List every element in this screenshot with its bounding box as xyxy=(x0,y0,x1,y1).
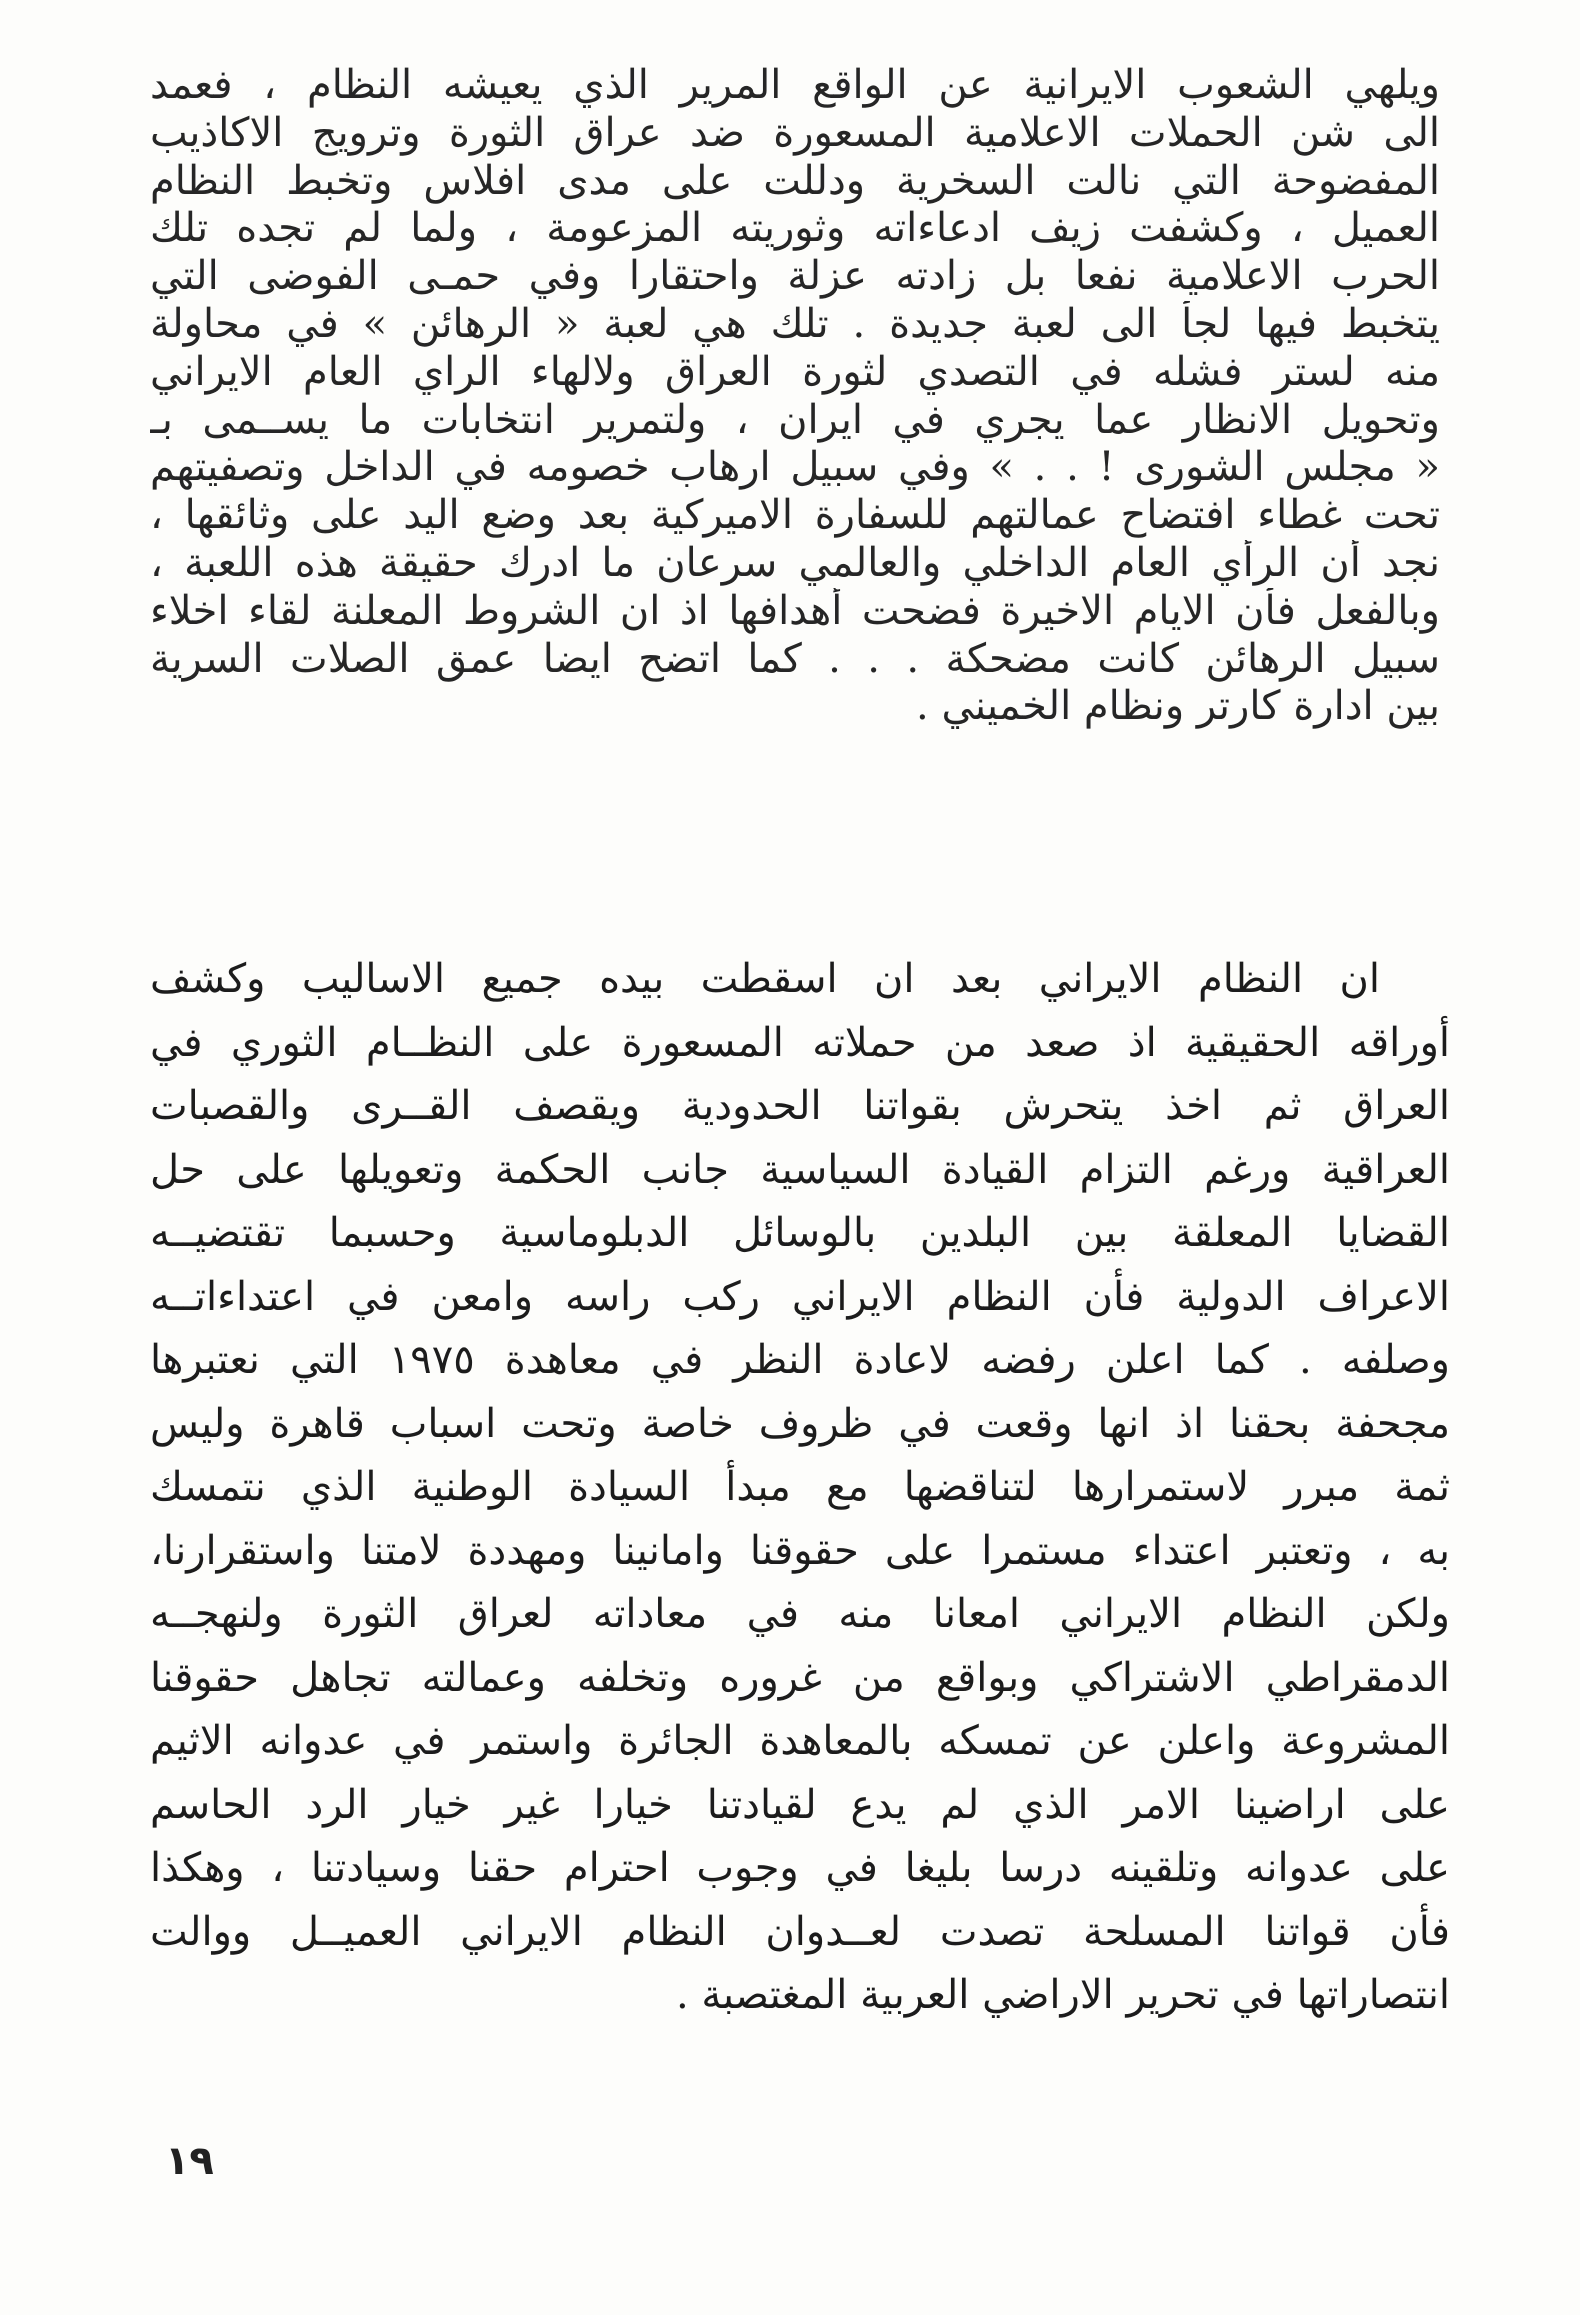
paragraph-line: المشروعة واعلن عن تمسكه بالمعاهدة الجائرة واستمر في عدوانه الاثيم xyxy=(150,1718,1450,1764)
paragraph-line: « مجلس الشورى ! . . » وفي سبيل ارهاب خصومه في الداخل وتصفيتهم xyxy=(150,444,1440,491)
paragraph-line: الى شن الحملات الاعلامية المسعورة ضد عراق الثورة وترويج الاكاذيب xyxy=(150,109,1440,156)
paragraph-line: وصلفه . كما اعلن رفضه لاعادة النظر في معاهدة ١٩٧٥ التي نعتبرها xyxy=(150,1337,1450,1383)
paragraph-line: وتحويل الانظار عما يجري في ايران ، ولتمرير انتخابات ما يســمى بـ xyxy=(150,396,1440,443)
paragraph-line: انتصاراتها في تحرير الاراضي العربية المغتصبة . xyxy=(675,1972,1450,2018)
paragraph-line: على عدوانه وتلقينه درسا بليغا في وجوب احترام حقنا وسيادتنا ، وهكذا xyxy=(150,1845,1450,1891)
page-number: ١٩ xyxy=(165,2138,214,2184)
paragraph-line: بين ادارة كارتر ونظام الخميني . xyxy=(916,683,1440,730)
paragraph-line: العميل ، وكشفت زيف ادعاءاته وثوريته المزعومة ، ولما لم تجده تلك xyxy=(150,205,1440,252)
paragraph-2 xyxy=(150,948,1450,2028)
paragraph-line: ثمة مبرر لاستمرارها لتناقضها مع مبدأ السيادة الوطنية الذي نتمسك xyxy=(150,1464,1450,1510)
paragraph-line: فأن قواتنا المسلحة تصدت لعــدوان النظام الايراني العميــل ووالت xyxy=(150,1908,1450,1955)
paragraph-line: الاعراف الدولية فأن النظام الايراني ركب راسه وامعن في اعتداءاتــه xyxy=(150,1273,1450,1320)
paragraph-line: أوراقه الحقيقية اذ صعد من حملاته المسعورة على النظــام الثوري في xyxy=(150,1019,1450,1066)
paragraph-line: العراق ثم اخذ يتحرش بقواتنا الحدودية ويقصف القــرى والقصبات xyxy=(150,1083,1450,1129)
paragraph-1 xyxy=(150,62,1440,731)
paragraph-line: منه لستر فشله في التصدي لثورة العراق ولالهاء الراي العام الايراني xyxy=(150,348,1440,395)
paragraph-line: يتخبط فيها لجأ الى لعبة جديدة . تلك هي لعبة « الرهائن » في محاولة xyxy=(150,300,1440,347)
paragraph-line: ولكن النظام الايراني امعانا منه في معاداته لعراق الثورة ولنهجــه xyxy=(150,1591,1450,1637)
paragraph-line: المفضوحة التي نالت السخرية ودللت على مدى افلاس وتخبط النظام xyxy=(150,157,1440,204)
paragraph-line: به ، وتعتبر اعتداء مستمرا على حقوقنا وامانينا ومهددة لامتنا واستقرارنا، xyxy=(150,1527,1450,1574)
paragraph-line: الدمقراطي الاشتراكي وبواقع من غروره وتخلفه وعمالته تجاهل حقوقنا xyxy=(150,1654,1450,1701)
paragraph-line: نجد أن الرأي العام الداخلي والعالمي سرعان ما ادرك حقيقة هذه اللعبة ، xyxy=(150,539,1440,586)
paragraph-line: القضايا المعلقة بين البلدين بالوسائل الدبلوماسية وحسبما تقتضيــه xyxy=(150,1210,1450,1256)
paragraph-line: ويلهي الشعوب الايرانية عن الواقع المرير الذي يعيشه النظام ، فعمد xyxy=(150,62,1440,108)
paragraph-line: على اراضينا الامر الذي لم يدع لقيادتنا خيارا غير خيار الرد الحاسم xyxy=(150,1781,1450,1828)
paragraph-line: ان النظام الايراني بعد ان اسقطت بيده جميع الاساليب وكشف xyxy=(150,956,1380,1002)
paragraph-line: العراقية ورغم التزام القيادة السياسية جانب الحكمة وتعويلها على حل xyxy=(150,1146,1450,1193)
paragraph-line: مجحفة بحقنا اذ انها وقعت في ظروف خاصة وتحت اسباب قاهرة وليس xyxy=(150,1400,1450,1447)
paragraph-line: وبالفعل فأن الايام الاخيرة فضحت أهدافها اذ ان الشروط المعلنة لقاء اخلاء xyxy=(150,587,1440,634)
paragraph-line: تحت غطاء افتضاح عمالتهم للسفارة الاميركية بعد وضع اليد على وثائقها ، xyxy=(150,492,1440,539)
paragraph-line: الحرب الاعلامية نفعا بل زادته عزلة واحتقارا وفي حمـى الفوضى التي xyxy=(150,253,1440,300)
paragraph-line: سبيل الرهائن كانت مضحكة . . . كما اتضح ايضا عمق الصلات السرية xyxy=(150,635,1440,682)
